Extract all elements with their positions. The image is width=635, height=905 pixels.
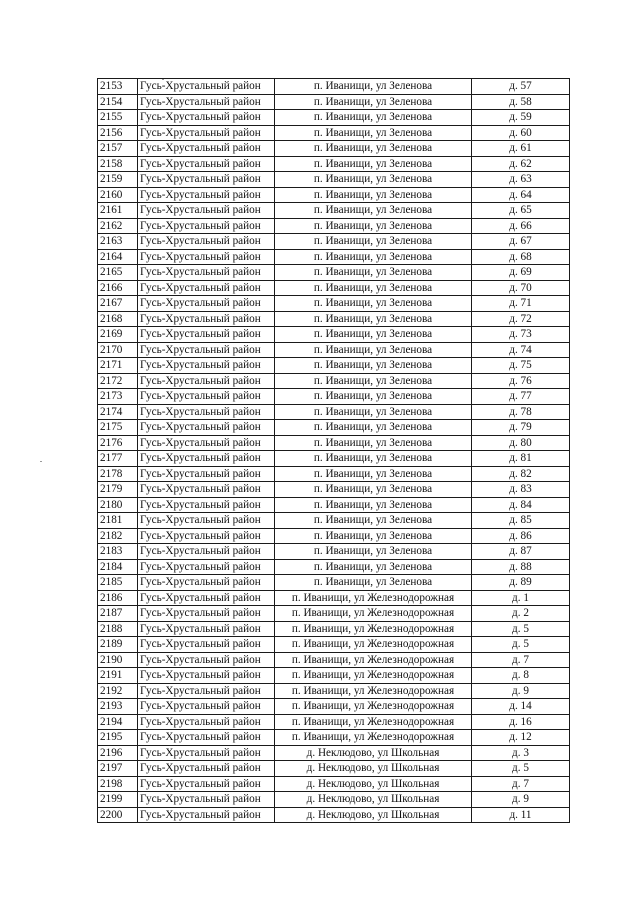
street-cell: п. Иванищи, ул Зеленова <box>275 218 472 234</box>
district-cell: Гусь-Хрустальный район <box>138 714 275 730</box>
row-number-cell: 2168 <box>98 311 138 327</box>
table-row <box>98 342 570 358</box>
table-row <box>98 621 570 637</box>
house-number-cell: д. 9 <box>472 792 570 808</box>
street-cell: п. Иванищи, ул Зеленова <box>275 125 472 141</box>
house-number-cell: д. 2 <box>472 606 570 622</box>
district-cell: Гусь-Хрустальный район <box>138 699 275 715</box>
house-number-cell: д. 16 <box>472 714 570 730</box>
table-row <box>98 807 570 823</box>
table-row <box>98 776 570 792</box>
house-number-cell: д. 14 <box>472 699 570 715</box>
street-cell: п. Иванищи, ул Зеленова <box>275 172 472 188</box>
row-number-cell: 2153 <box>98 79 138 95</box>
row-number-cell: 2192 <box>98 683 138 699</box>
table-row <box>98 172 570 188</box>
table-row <box>98 79 570 95</box>
street-cell: п. Иванищи, ул Зеленова <box>275 141 472 157</box>
district-cell: Гусь-Хрустальный район <box>138 621 275 637</box>
district-cell: Гусь-Хрустальный район <box>138 420 275 436</box>
row-number-cell: 2174 <box>98 404 138 420</box>
row-number-cell: 2186 <box>98 590 138 606</box>
street-cell: п. Иванищи, ул Зеленова <box>275 79 472 95</box>
table-row <box>98 575 570 591</box>
street-cell: п. Иванищи, ул Железнодорожная <box>275 730 472 746</box>
row-number-cell: 2162 <box>98 218 138 234</box>
street-cell: п. Иванищи, ул Зеленова <box>275 296 472 312</box>
row-number-cell: 2164 <box>98 249 138 265</box>
street-cell: п. Иванищи, ул Зеленова <box>275 203 472 219</box>
table-row <box>98 792 570 808</box>
table-row <box>98 141 570 157</box>
district-cell: Гусь-Хрустальный район <box>138 466 275 482</box>
table-row <box>98 590 570 606</box>
house-number-cell: д. 84 <box>472 497 570 513</box>
house-number-cell: д. 70 <box>472 280 570 296</box>
district-cell: Гусь-Хрустальный район <box>138 218 275 234</box>
house-number-cell: д. 88 <box>472 559 570 575</box>
street-cell: п. Иванищи, ул Зеленова <box>275 389 472 405</box>
table-row <box>98 265 570 281</box>
table-row <box>98 482 570 498</box>
street-cell: д. Неклюдово, ул Школьная <box>275 792 472 808</box>
district-cell: Гусь-Хрустальный район <box>138 451 275 467</box>
row-number-cell: 2181 <box>98 513 138 529</box>
street-cell: п. Иванищи, ул Зеленова <box>275 311 472 327</box>
house-number-cell: д. 57 <box>472 79 570 95</box>
street-cell: п. Иванищи, ул Зеленова <box>275 451 472 467</box>
district-cell: Гусь-Хрустальный район <box>138 745 275 761</box>
row-number-cell: 2176 <box>98 435 138 451</box>
district-cell: Гусь-Хрустальный район <box>138 125 275 141</box>
row-number-cell: 2156 <box>98 125 138 141</box>
house-number-cell: д. 79 <box>472 420 570 436</box>
district-cell: Гусь-Хрустальный район <box>138 156 275 172</box>
house-number-cell: д. 68 <box>472 249 570 265</box>
house-number-cell: д. 8 <box>472 668 570 684</box>
row-number-cell: 2172 <box>98 373 138 389</box>
table-row <box>98 528 570 544</box>
district-cell: Гусь-Хрустальный район <box>138 482 275 498</box>
row-number-cell: 2157 <box>98 141 138 157</box>
house-number-cell: д. 89 <box>472 575 570 591</box>
street-cell: п. Иванищи, ул Железнодорожная <box>275 637 472 653</box>
house-number-cell: д. 3 <box>472 745 570 761</box>
street-cell: д. Неклюдово, ул Школьная <box>275 807 472 823</box>
table-row <box>98 559 570 575</box>
district-cell: Гусь-Хрустальный район <box>138 296 275 312</box>
row-number-cell: 2187 <box>98 606 138 622</box>
street-cell: п. Иванищи, ул Зеленова <box>275 358 472 374</box>
street-cell: п. Иванищи, ул Зеленова <box>275 156 472 172</box>
house-number-cell: д. 64 <box>472 187 570 203</box>
house-number-cell: д. 83 <box>472 482 570 498</box>
street-cell: п. Иванищи, ул Зеленова <box>275 110 472 126</box>
district-cell: Гусь-Хрустальный район <box>138 187 275 203</box>
street-cell: п. Иванищи, ул Зеленова <box>275 435 472 451</box>
house-number-cell: д. 11 <box>472 807 570 823</box>
table-row <box>98 311 570 327</box>
house-number-cell: д. 5 <box>472 761 570 777</box>
house-number-cell: д. 7 <box>472 652 570 668</box>
table-row <box>98 652 570 668</box>
row-number-cell: 2163 <box>98 234 138 250</box>
district-cell: Гусь-Хрустальный район <box>138 730 275 746</box>
row-number-cell: 2169 <box>98 327 138 343</box>
district-cell: Гусь-Хрустальный район <box>138 234 275 250</box>
street-cell: п. Иванищи, ул Зеленова <box>275 373 472 389</box>
district-cell: Гусь-Хрустальный район <box>138 792 275 808</box>
district-cell: Гусь-Хрустальный район <box>138 141 275 157</box>
street-cell: п. Иванищи, ул Зеленова <box>275 187 472 203</box>
row-number-cell: 2183 <box>98 544 138 560</box>
house-number-cell: д. 87 <box>472 544 570 560</box>
table-row <box>98 683 570 699</box>
table-row <box>98 373 570 389</box>
house-number-cell: д. 82 <box>472 466 570 482</box>
street-cell: п. Иванищи, ул Зеленова <box>275 528 472 544</box>
house-number-cell: д. 73 <box>472 327 570 343</box>
table-row <box>98 404 570 420</box>
table-row <box>98 730 570 746</box>
house-number-cell: д. 80 <box>472 435 570 451</box>
street-cell: п. Иванищи, ул Зеленова <box>275 544 472 560</box>
district-cell: Гусь-Хрустальный район <box>138 668 275 684</box>
table-row <box>98 203 570 219</box>
street-cell: п. Иванищи, ул Железнодорожная <box>275 714 472 730</box>
row-number-cell: 2165 <box>98 265 138 281</box>
street-cell: д. Неклюдово, ул Школьная <box>275 745 472 761</box>
house-number-cell: д. 86 <box>472 528 570 544</box>
house-number-cell: д. 63 <box>472 172 570 188</box>
street-cell: п. Иванищи, ул Зеленова <box>275 513 472 529</box>
table-row <box>98 280 570 296</box>
street-cell: п. Иванищи, ул Железнодорожная <box>275 668 472 684</box>
street-cell: д. Неклюдово, ул Школьная <box>275 761 472 777</box>
row-number-cell: 2198 <box>98 776 138 792</box>
district-cell: Гусь-Хрустальный район <box>138 389 275 405</box>
house-number-cell: д. 74 <box>472 342 570 358</box>
house-number-cell: д. 62 <box>472 156 570 172</box>
district-cell: Гусь-Хрустальный район <box>138 404 275 420</box>
table-row <box>98 699 570 715</box>
house-number-cell: д. 7 <box>472 776 570 792</box>
row-number-cell: 2161 <box>98 203 138 219</box>
row-number-cell: 2160 <box>98 187 138 203</box>
row-number-cell: 2167 <box>98 296 138 312</box>
district-cell: Гусь-Хрустальный район <box>138 172 275 188</box>
table-row <box>98 714 570 730</box>
house-number-cell: д. 85 <box>472 513 570 529</box>
house-number-cell: д. 75 <box>472 358 570 374</box>
table-row <box>98 435 570 451</box>
row-number-cell: 2166 <box>98 280 138 296</box>
district-cell: Гусь-Хрустальный район <box>138 606 275 622</box>
district-cell: Гусь-Хрустальный район <box>138 203 275 219</box>
house-number-cell: д. 60 <box>472 125 570 141</box>
district-cell: Гусь-Хрустальный район <box>138 652 275 668</box>
table-row <box>98 389 570 405</box>
house-number-cell: д. 5 <box>472 621 570 637</box>
street-cell: п. Иванищи, ул Зеленова <box>275 280 472 296</box>
row-number-cell: 2196 <box>98 745 138 761</box>
house-number-cell: д. 61 <box>472 141 570 157</box>
house-number-cell: д. 58 <box>472 94 570 110</box>
table-row <box>98 218 570 234</box>
house-number-cell: д. 9 <box>472 683 570 699</box>
house-number-cell: д. 65 <box>472 203 570 219</box>
table-row <box>98 156 570 172</box>
row-number-cell: 2190 <box>98 652 138 668</box>
district-cell: Гусь-Хрустальный район <box>138 358 275 374</box>
house-number-cell: д. 72 <box>472 311 570 327</box>
street-cell: п. Иванищи, ул Железнодорожная <box>275 606 472 622</box>
row-number-cell: 2173 <box>98 389 138 405</box>
district-cell: Гусь-Хрустальный район <box>138 327 275 343</box>
street-cell: п. Иванищи, ул Зеленова <box>275 466 472 482</box>
row-number-cell: 2158 <box>98 156 138 172</box>
district-cell: Гусь-Хрустальный район <box>138 249 275 265</box>
table-row <box>98 234 570 250</box>
district-cell: Гусь-Хрустальный район <box>138 280 275 296</box>
table-row <box>98 94 570 110</box>
row-number-cell: 2194 <box>98 714 138 730</box>
district-cell: Гусь-Хрустальный район <box>138 342 275 358</box>
street-cell: п. Иванищи, ул Зеленова <box>275 575 472 591</box>
district-cell: Гусь-Хрустальный район <box>138 265 275 281</box>
district-cell: Гусь-Хрустальный район <box>138 590 275 606</box>
house-number-cell: д. 78 <box>472 404 570 420</box>
table-row <box>98 327 570 343</box>
row-number-cell: 2175 <box>98 420 138 436</box>
row-number-cell: 2189 <box>98 637 138 653</box>
table-row <box>98 110 570 126</box>
district-cell: Гусь-Хрустальный район <box>138 94 275 110</box>
house-number-cell: д. 81 <box>472 451 570 467</box>
table-row <box>98 358 570 374</box>
table-row <box>98 125 570 141</box>
table-row <box>98 544 570 560</box>
house-number-cell: д. 66 <box>472 218 570 234</box>
table-row <box>98 249 570 265</box>
street-cell: п. Иванищи, ул Зеленова <box>275 94 472 110</box>
district-cell: Гусь-Хрустальный район <box>138 497 275 513</box>
house-number-cell: д. 5 <box>472 637 570 653</box>
row-number-cell: 2171 <box>98 358 138 374</box>
house-number-cell: д. 1 <box>472 590 570 606</box>
street-cell: п. Иванищи, ул Зеленова <box>275 327 472 343</box>
district-cell: Гусь-Хрустальный район <box>138 761 275 777</box>
table-row <box>98 668 570 684</box>
district-cell: Гусь-Хрустальный район <box>138 575 275 591</box>
house-number-cell: д. 12 <box>472 730 570 746</box>
table-row <box>98 513 570 529</box>
street-cell: п. Иванищи, ул Зеленова <box>275 420 472 436</box>
district-cell: Гусь-Хрустальный район <box>138 544 275 560</box>
street-cell: п. Иванищи, ул Железнодорожная <box>275 683 472 699</box>
street-cell: п. Иванищи, ул Зеленова <box>275 497 472 513</box>
house-number-cell: д. 59 <box>472 110 570 126</box>
table-row <box>98 187 570 203</box>
row-number-cell: 2188 <box>98 621 138 637</box>
house-number-cell: д. 67 <box>472 234 570 250</box>
row-number-cell: 2185 <box>98 575 138 591</box>
row-number-cell: 2155 <box>98 110 138 126</box>
district-cell: Гусь-Хрустальный район <box>138 79 275 95</box>
row-number-cell: 2191 <box>98 668 138 684</box>
street-cell: п. Иванищи, ул Зеленова <box>275 342 472 358</box>
row-number-cell: 2182 <box>98 528 138 544</box>
district-cell: Гусь-Хрустальный район <box>138 683 275 699</box>
row-number-cell: 2154 <box>98 94 138 110</box>
table-row <box>98 451 570 467</box>
district-cell: Гусь-Хрустальный район <box>138 311 275 327</box>
district-cell: Гусь-Хрустальный район <box>138 110 275 126</box>
row-number-cell: 2159 <box>98 172 138 188</box>
table-row <box>98 420 570 436</box>
table-row <box>98 466 570 482</box>
row-number-cell: 2179 <box>98 482 138 498</box>
table-row <box>98 761 570 777</box>
district-cell: Гусь-Хрустальный район <box>138 528 275 544</box>
district-cell: Гусь-Хрустальный район <box>138 373 275 389</box>
table-row <box>98 296 570 312</box>
street-cell: д. Неклюдово, ул Школьная <box>275 776 472 792</box>
row-number-cell: 2170 <box>98 342 138 358</box>
street-cell: п. Иванищи, ул Железнодорожная <box>275 621 472 637</box>
district-cell: Гусь-Хрустальный район <box>138 559 275 575</box>
row-number-cell: 2200 <box>98 807 138 823</box>
address-table <box>97 78 570 823</box>
district-cell: Гусь-Хрустальный район <box>138 637 275 653</box>
street-cell: п. Иванищи, ул Железнодорожная <box>275 699 472 715</box>
street-cell: п. Иванищи, ул Зеленова <box>275 234 472 250</box>
table-row <box>98 497 570 513</box>
row-number-cell: 2199 <box>98 792 138 808</box>
row-number-cell: 2193 <box>98 699 138 715</box>
row-number-cell: 2177 <box>98 451 138 467</box>
house-number-cell: д. 76 <box>472 373 570 389</box>
district-cell: Гусь-Хрустальный район <box>138 435 275 451</box>
table-row <box>98 745 570 761</box>
street-cell: п. Иванищи, ул Зеленова <box>275 249 472 265</box>
table-row <box>98 637 570 653</box>
house-number-cell: д. 77 <box>472 389 570 405</box>
street-cell: п. Иванищи, ул Зеленова <box>275 559 472 575</box>
street-cell: п. Иванищи, ул Железнодорожная <box>275 590 472 606</box>
street-cell: п. Иванищи, ул Зеленова <box>275 265 472 281</box>
street-cell: п. Иванищи, ул Зеленова <box>275 404 472 420</box>
row-number-cell: 2178 <box>98 466 138 482</box>
row-number-cell: 2195 <box>98 730 138 746</box>
house-number-cell: д. 71 <box>472 296 570 312</box>
row-number-cell: 2180 <box>98 497 138 513</box>
district-cell: Гусь-Хрустальный район <box>138 807 275 823</box>
district-cell: Гусь-Хрустальный район <box>138 776 275 792</box>
district-cell: Гусь-Хрустальный район <box>138 513 275 529</box>
row-number-cell: 2197 <box>98 761 138 777</box>
house-number-cell: д. 69 <box>472 265 570 281</box>
street-cell: п. Иванищи, ул Зеленова <box>275 482 472 498</box>
table-row <box>98 606 570 622</box>
scan-speck <box>40 461 42 462</box>
address-table-body <box>98 79 570 823</box>
row-number-cell: 2184 <box>98 559 138 575</box>
street-cell: п. Иванищи, ул Железнодорожная <box>275 652 472 668</box>
